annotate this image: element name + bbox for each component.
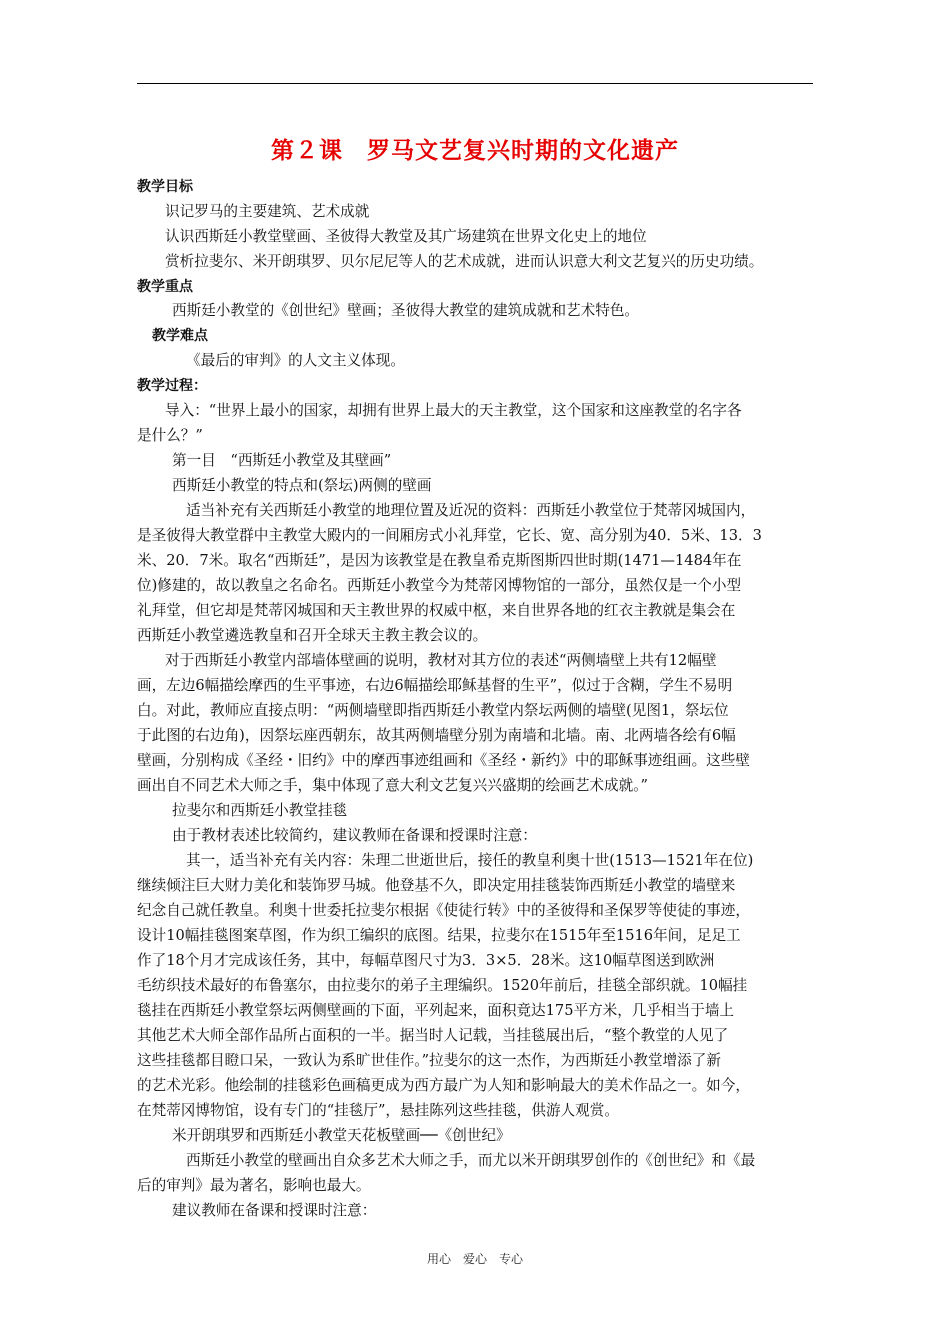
paragraph-line: 壁画，分别构成《圣经・旧约》中的摩西事迹组画和《圣经・新约》中的耶稣事迹组画。这些壁 (137, 752, 750, 769)
goal-line: 赏析拉斐尔、米开朗琪罗、贝尔尼尼等人的艺术成就，进而认识意大利文艺复兴的历史功绩。 (165, 253, 764, 270)
paragraph-line: 其他艺术大师全部作品所占面积的一半。据当时人记载，当挂毯展出后，“整个教堂的人见了 (137, 1027, 729, 1044)
page-footer: 用心 爱心 专心 (426, 1252, 523, 1266)
header-rule (137, 83, 813, 84)
paragraph-line: 礼拜堂，但它却是梵蒂冈城国和天主教世界的权威中枢，来自世界各地的红衣主教就是集会在 (137, 602, 736, 619)
paragraph-line: 导入：“世界上最小的国家，却拥有世界上最大的天主教堂，这个国家和这座教堂的名字各 (165, 402, 742, 419)
heading-difficulties: 教学难点 (152, 328, 208, 344)
paragraph-line: 作了18个月才完成该任务，其中，每幅草图尺寸为3．3×5．28米。这10幅草图送到欧洲 (137, 952, 715, 969)
heading-teaching-goals: 教学目标 (137, 179, 193, 195)
paragraph-line: 在梵蒂冈博物馆，设有专门的“挂毯厅”，悬挂陈列这些挂毯，供游人观赏。 (137, 1102, 619, 1119)
key-point-line: 西斯廷小教堂的《创世纪》壁画；圣彼得大教堂的建筑成就和艺术特色。 (172, 302, 640, 319)
paragraph-line: 米、20．7米。取名“西斯廷”，是因为该教堂是在教皇希克斯图斯四世时期(1471—1484年在 (137, 552, 742, 569)
paragraph-line: 画出自不同艺术大师之手，集中体现了意大利文艺复兴兴盛期的绘画艺术成就。” (137, 777, 648, 794)
paragraph-line: 适当补充有关西斯廷小教堂的地理位置及近况的资料：西斯廷小教堂位于梵蒂冈城国内， (186, 502, 756, 519)
heading-key-points: 教学重点 (137, 279, 193, 295)
paragraph-line: 是圣彼得大教堂群中主教堂大殿内的一间厢房式小礼拜堂，它长、宽、高分别为40．5米、13．3 (137, 527, 762, 544)
paragraph-line: 其一，适当补充有关内容：朱理二世逝世后，接任的教皇利奥十世(1513—1521年在位) (186, 852, 754, 869)
paragraph-line: 由于教材表述比较简约，建议教师在备课和授课时注意： (172, 827, 537, 844)
paragraph-line: 纪念自己就任教皇。利奥十世委托拉斐尔根据《使徒行转》中的圣彼得和圣保罗等使徒的事迹， (137, 902, 750, 919)
difficulty-line: 《最后的审判》的人文主义体现。 (186, 352, 405, 369)
goal-line: 识记罗马的主要建筑、艺术成就 (165, 203, 370, 220)
paragraph-line: 西斯廷小教堂的壁画出自众多艺术大师之手，而尤以米开朗琪罗创作的《创世纪》和《最 (186, 1152, 756, 1169)
subsection-heading: 西斯廷小教堂的特点和(祭坛)两侧的壁画 (172, 477, 432, 494)
paragraph-line: 后的审判》最为著名，影响也最大。 (137, 1177, 371, 1194)
paragraph-line: 位)修建的，故以教皇之名命名。西斯廷小教堂今为梵蒂冈博物馆的一部分，虽然仅是一个小型 (137, 577, 742, 594)
subsection-heading: 米开朗琪罗和西斯廷小教堂天花板壁画──《创世纪》 (172, 1127, 511, 1144)
paragraph-line: 是什么？” (137, 427, 203, 444)
paragraph-line: 西斯廷小教堂遴选教皇和召开全球天主教主教会议的。 (137, 627, 488, 644)
heading-process: 教学过程： (137, 378, 207, 394)
paragraph-line: 建议教师在备课和授课时注意： (172, 1202, 377, 1219)
paragraph-line: 继续倾注巨大财力美化和装饰罗马城。他登基不久，即决定用挂毯装饰西斯廷小教堂的墙壁来 (137, 877, 736, 894)
paragraph-line: 设计10幅挂毯图案草图，作为织工编织的底图。结果，拉斐尔在1515年至1516年间，足足工 (137, 927, 741, 944)
paragraph-line: 这些挂毯都目瞪口呆，一致认为系旷世佳作。”拉斐尔的这一杰作，为西斯廷小教堂增添了新 (137, 1052, 721, 1069)
section-heading: 第一目 “西斯廷小教堂及其壁画” (172, 452, 392, 469)
paragraph-line: 毛纺织技术最好的布鲁塞尔，由拉斐尔的弟子主理编织。1520年前后，挂毯全部织就。10幅挂 (137, 977, 748, 994)
paragraph-line: 的艺术光彩。他绘制的挂毯彩色画稿更成为西方最广为人知和影响最大的美术作品之一。如今， (137, 1077, 750, 1094)
subsection-heading: 拉斐尔和西斯廷小教堂挂毯 (172, 802, 348, 819)
goal-line: 认识西斯廷小教堂壁画、圣彼得大教堂及其广场建筑在世界文化史上的地位 (165, 228, 647, 245)
paragraph-line: 于此图的右边角)，因祭坛座西朝东，故其两侧墙壁分别为南墙和北墙。南、北两墙各绘有6幅 (137, 727, 736, 744)
paragraph-line: 毯挂在西斯廷小教堂祭坛两侧壁画的下面，平列起来，面积竟达175平方米，几乎相当于墙上 (137, 1002, 735, 1019)
paragraph-line: 对于西斯廷小教堂内部墙体壁画的说明，教材对其方位的表述“两侧墙壁上共有12幅壁 (165, 652, 717, 669)
paragraph-line: 白。对此，教师应直接点明：“两侧墙壁即指西斯廷小教堂内祭坛两侧的墙壁(见图1，祭坛位 (137, 702, 729, 719)
document-title: 第２课 罗马文艺复兴时期的文化遗产 (271, 138, 679, 164)
paragraph-line: 画，左边6幅描绘摩西的生平事迹，右边6幅描绘耶稣基督的生平”，似过于含糊，学生不易明 (137, 677, 733, 694)
